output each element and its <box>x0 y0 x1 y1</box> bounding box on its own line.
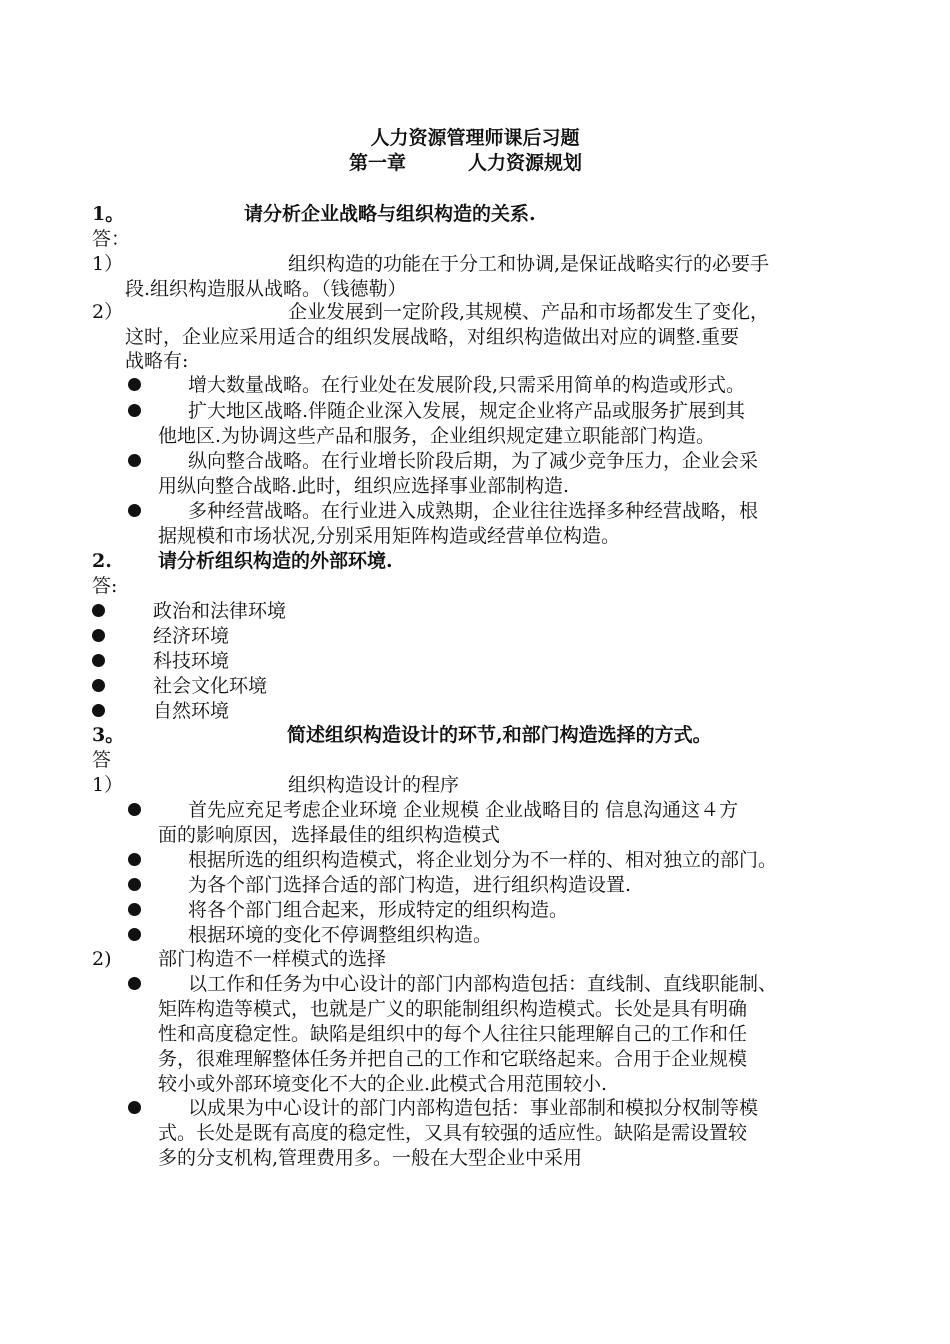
bullet-icon <box>92 679 105 692</box>
bullet-icon <box>128 853 141 866</box>
q1-point1-line2: 段.组织构造服从战略。（钱德勒） <box>125 278 407 300</box>
q3-step-2: 根据所选的组织构造模式，将企业划分为不一样的、相对独立的部门。 <box>188 849 778 871</box>
q1-point2-line3: 战略有: <box>125 350 189 372</box>
q3-answer-label: 答 <box>92 749 112 771</box>
q1-point1-number: 1） <box>92 253 124 275</box>
bullet-icon <box>128 803 141 816</box>
q1-strategy-4-line1: 多种经营战略。在行业进入成熟期，企业往往选择多种经营战略，根 <box>188 500 759 522</box>
q3-mode-1-line4: 务，很难理解整体任务并把自己的工作和它联络起来。合用于企业规模 <box>158 1048 748 1070</box>
q3-step-1-line2: 面的影响原因，选择最佳的组织构造模式 <box>158 824 501 846</box>
bullet-icon <box>92 704 105 717</box>
q3-mode-2-line1: 以成果为中心设计的部门内部构造包括：事业部制和模拟分权制等模 <box>188 1097 759 1119</box>
chapter-label: 第一章 <box>349 152 407 174</box>
q3-mode-2-line3: 多的分支机构,管理费用多。一般在大型企业中采用 <box>158 1147 583 1169</box>
q3-point1-number: 1） <box>92 774 124 796</box>
q3-mode-1-line5: 较小或外部环境变化不大的企业.此模式合用范围较小. <box>158 1073 608 1095</box>
q2-item: 自然环境 <box>153 700 230 722</box>
bullet-icon <box>92 654 105 667</box>
q1-strategy-4-line2: 据规模和市场状况,分别采用矩阵构造或经营单位构造。 <box>158 525 621 547</box>
q3-step-4: 将各个部门组合起来，形成特定的组织构造。 <box>188 899 569 921</box>
bullet-icon <box>128 404 141 417</box>
q1-strategy-3-line2: 用纵向整合战略.此时，组织应选择事业部制构造. <box>158 475 570 497</box>
q2-item: 政治和法律环境 <box>153 600 287 622</box>
bullet-icon <box>128 454 141 467</box>
q1-point2-line1: 企业发展到一定阶段,其规模、产品和市场都发生了变化， <box>288 301 770 323</box>
bullet-icon <box>128 977 141 990</box>
q2-item: 经济环境 <box>153 625 230 647</box>
bullet-icon <box>128 504 141 517</box>
q1-strategy-2-line2: 他地区.为协调这些产品和服务，企业组织规定建立职能部门构造。 <box>158 425 716 447</box>
q2-question: 请分析组织构造的外部环境. <box>158 550 393 572</box>
q2-item: 科技环境 <box>153 650 230 672</box>
bullet-icon <box>128 378 141 391</box>
bullet-icon <box>128 878 141 891</box>
bullet-icon <box>128 928 141 941</box>
chapter-name: 人力资源规划 <box>468 152 583 174</box>
q1-number: 1。 <box>92 203 125 225</box>
q3-point2-number: 2) <box>92 948 112 970</box>
q3-mode-1-line1: 以工作和任务为中心设计的部门内部构造包括：直线制、直线职能制、 <box>188 973 778 995</box>
q3-step-3: 为各个部门选择合适的部门构造，进行组织构造设置. <box>188 874 632 896</box>
q1-strategy-3-line1: 纵向整合战略。在行业增长阶段后期，为了减少竞争压力，企业会采 <box>188 450 759 472</box>
q1-point2-line2: 这时，企业应采用适合的组织发展战略，对组织构造做出对应的调整.重要 <box>125 326 740 348</box>
q3-point2-title: 部门构造不一样模式的选择 <box>158 948 387 970</box>
page-title: 人力资源管理师课后习题 <box>370 127 580 149</box>
q1-question: 请分析企业战略与组织构造的关系. <box>244 203 536 225</box>
q2-item: 社会文化环境 <box>153 675 268 697</box>
q3-step-1-line1: 首先应充足考虑企业环境 企业规模 企业战略目的 信息沟通这４方 <box>188 799 739 821</box>
q3-mode-1-line2: 矩阵构造等模式，也就是广义的职能制组织构造模式。长处是具有明确 <box>158 998 748 1020</box>
bullet-icon <box>128 1101 141 1114</box>
bullet-icon <box>128 903 141 916</box>
q1-strategy-1: 增大数量战略。在行业处在发展阶段,只需采用简单的构造或形式。 <box>188 374 746 396</box>
q3-mode-2-line2: 式。长处是既有高度的稳定性，又具有较强的适应性。缺陷是需设置较 <box>158 1122 748 1144</box>
q2-answer-label: 答: <box>92 575 118 597</box>
q3-mode-1-line3: 性和高度稳定性。缺陷是组织中的每个人往往只能理解自己的工作和任 <box>158 1023 748 1045</box>
q3-point1-title: 组织构造设计的程序 <box>288 774 460 796</box>
q2-number: 2. <box>92 550 112 572</box>
q3-number: 3。 <box>92 724 125 746</box>
bullet-icon <box>92 604 105 617</box>
q3-question: 简述组织构造设计的环节,和部门构造选择的方式。 <box>287 724 712 746</box>
q3-step-5: 根据环境的变化不停调整组织构造。 <box>188 924 493 946</box>
q1-point1-line1: 组织构造的功能在于分工和协调,是保证战略实行的必要手 <box>288 253 770 275</box>
bullet-icon <box>92 629 105 642</box>
q1-point2-number: 2） <box>92 301 124 323</box>
q1-answer-label: 答： <box>92 228 131 250</box>
q1-strategy-2-line1: 扩大地区战略.伴随企业深入发展，规定企业将产品或服务扩展到其 <box>188 400 746 422</box>
